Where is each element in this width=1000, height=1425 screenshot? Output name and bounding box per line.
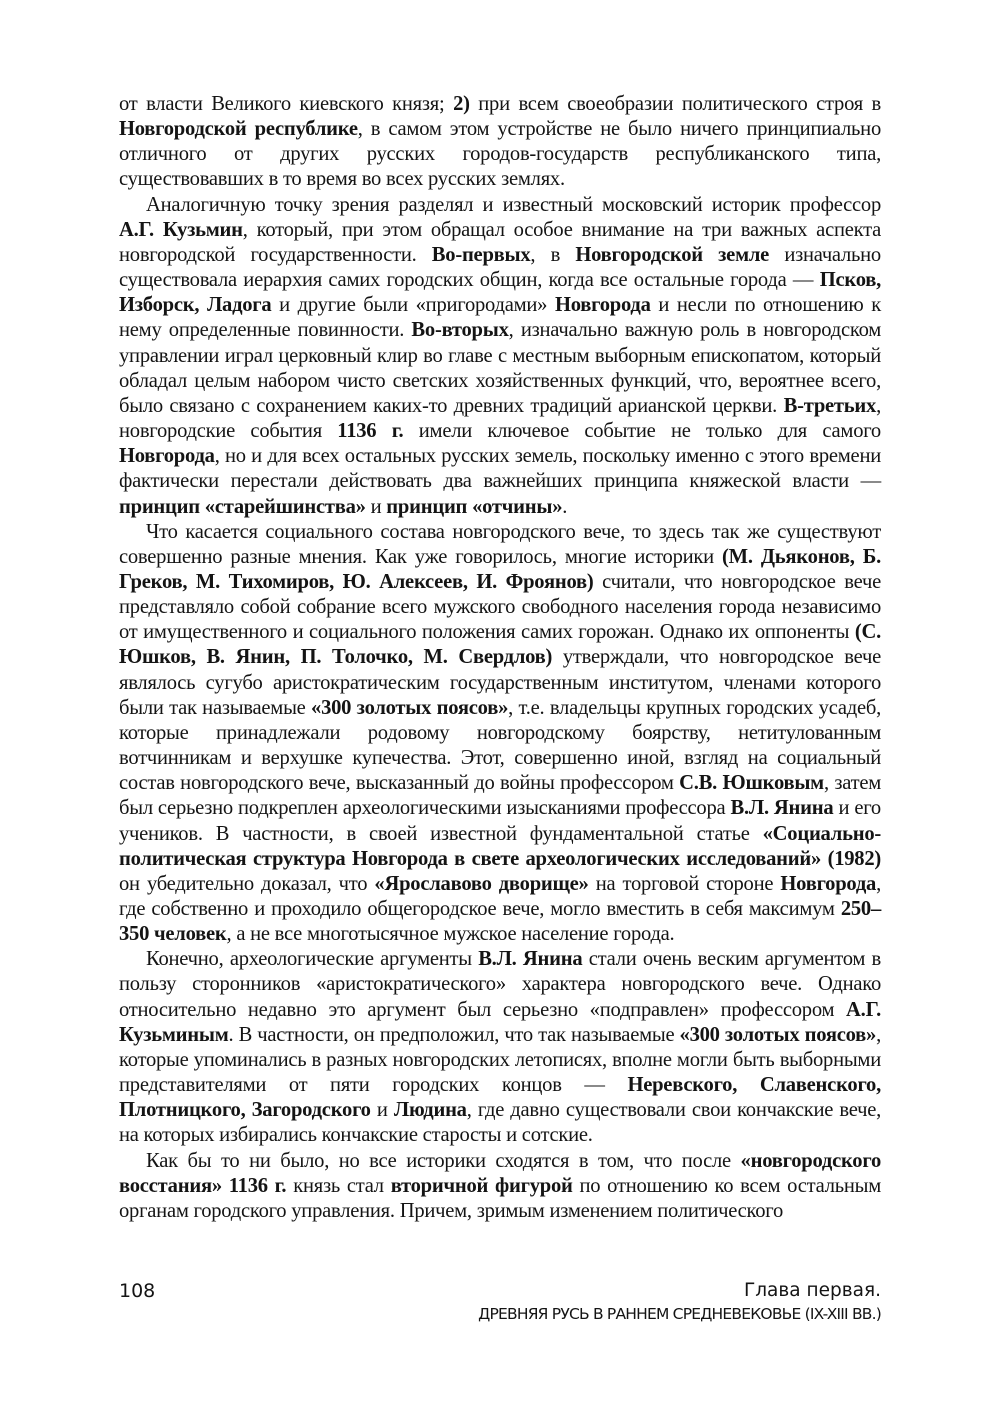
page-number: 108 xyxy=(119,1280,156,1302)
bold-text-run: Новгорода xyxy=(119,445,215,468)
paragraph-4 xyxy=(119,947,881,1148)
text-run: , в самом этом устройстве не было ничего принципиально отличного от других русских городов-государств республиканского типа, существовавших в то время во всех русских землях. xyxy=(119,118,881,191)
bold-text-run: Неревского, Славенского, Плотницкого, Загородского xyxy=(119,1074,881,1122)
text-run: , который, при этом обращал особое внимание на три важных аспекта новгородской государственности. xyxy=(119,218,881,266)
text-run: , т.е. владельцы крупных городских усадеб, которые принадлежали родовому новгородскому боярству, нетитулованным вотчинникам и верхушке купечества. Этот, совершенно иной, взгляд на социальный состав новгородского вече, высказанный до войны профессором xyxy=(119,696,881,795)
text-run: при всем своеобразии политического строя в xyxy=(469,93,881,115)
bold-text-run: (М. Дьяконов, Б. Греков, М. Тихомиров, Ю. Алексеев, И. Фроянов) xyxy=(119,545,881,593)
text-run: имели ключевое событие не только для самого xyxy=(403,420,881,443)
running-header-chapter: Глава первая. xyxy=(743,1280,881,1301)
text-run: стали очень веским аргументом в пользу сторонников «аристократического» характера новгородского вече. Однако относительно недавно это аргумент был серьезно «подправлен» профессором xyxy=(119,948,882,1021)
bold-text-run: Новгородской земле xyxy=(575,243,770,266)
bold-text-run: (С. Юшков, В. Янин, П. Толочко, М. Свердлов) xyxy=(119,621,881,669)
bold-text-run: 2) xyxy=(453,93,470,115)
text-run: , где собственно и проходило общегородское вече, могло вместить в себя максимум xyxy=(119,872,881,920)
bold-text-run: Во-первых xyxy=(431,243,531,266)
text-run: , новгородские события xyxy=(119,394,881,443)
bold-text-run: принцип «отчины» xyxy=(386,495,563,518)
bold-text-run: Псков, Изборск, Ладога xyxy=(119,269,881,317)
bold-text-run: «Социально-политическая структура Новгорода в свете археологических исследований» (1982) xyxy=(119,822,881,870)
bold-text-run: «новгородского восстания» 1136 г. xyxy=(119,1149,881,1197)
text-run: , которые упоминались в разных новгородских летописях, вполне могли быть выборными представителями от пяти городских концов — xyxy=(119,1023,881,1097)
text-run: и его учеников. В частности, в своей известной фундаментальной статье xyxy=(119,797,881,845)
text-run: князь стал xyxy=(286,1174,391,1197)
text-run: , но и для всех остальных русских земель, поскольку именно с этого времени фактически перестали действовать два важнейших принципа княжеской власти — xyxy=(119,445,881,493)
text-run: , а не все многотысячное мужское население города. xyxy=(226,923,675,946)
bold-text-run: 250–350 человек xyxy=(119,898,881,946)
text-run: Аналогичную точку зрения разделял и известный московский историк профессор xyxy=(146,193,881,216)
bold-text-run: Во-вторых xyxy=(411,319,509,342)
bold-text-run: В.Л. Янина xyxy=(730,797,834,820)
text-run: утверждали, что новгородское вече являлось сугубо аристократическим государственным институтом, членами которого были так называемые xyxy=(119,646,881,719)
text-run: , в xyxy=(530,243,576,266)
text-run: считали, что новгородское вече представляло собой собрание всего мужского свободного населения города независимо от имущественного и социального положения самих горожан. Однако их оппоненты xyxy=(119,570,881,644)
text-run: и xyxy=(365,495,387,518)
text-run: на торговой стороне xyxy=(588,872,781,895)
text-run: Что касается социального состава новгородского вече, то здесь так же существуют совершенно разные мнения. Как уже говорилось, многие историки xyxy=(119,520,881,568)
text-run: . В частности, он предположил, что так называемые xyxy=(228,1023,680,1046)
bold-text-run: В-третьих xyxy=(783,394,877,417)
bold-text-run: В.Л. Янина xyxy=(478,948,583,971)
bold-text-run: «300 золотых поясов» xyxy=(679,1023,877,1046)
paragraph-1 xyxy=(119,92,881,193)
bold-text-run: Новгородской республике xyxy=(119,118,358,141)
text-run: и xyxy=(370,1099,394,1122)
bold-text-run: 1136 г. xyxy=(337,420,404,443)
text-run: . xyxy=(562,495,568,518)
text-run: он убедительно доказал, что xyxy=(119,872,375,895)
bold-text-run: А.Г. Кузьминым xyxy=(119,998,881,1046)
text-run: , затем был серьезно подкреплен археологическими изысканиями профессора xyxy=(119,772,881,820)
bold-text-run: вторичной фигурой xyxy=(390,1174,573,1197)
bold-text-run: Новгорода xyxy=(554,294,651,317)
text-run: , изначально важную роль в новгородском управлении играл церковный клир во главе с местным выборным епископатом, который обладал целым набором чисто светских хозяйственных функций, что, вероятнее всего, было связано с сохранением каких-то древних традиций арианской церкви. xyxy=(119,319,882,417)
bold-text-run: принцип «старейшинства» xyxy=(119,495,366,518)
paragraph-3 xyxy=(119,520,881,948)
bold-text-run: С.В. Юшковым xyxy=(679,772,824,795)
text-run: Как бы то ни было, но все историки сходятся в том, что после xyxy=(146,1149,741,1172)
paragraph-5 xyxy=(119,1149,881,1224)
text-run: Конечно, археологические аргументы xyxy=(146,948,479,971)
text-run: по отношению ко всем остальным органам городского управления. Причем, зримым изменением политического xyxy=(119,1174,882,1222)
paragraph-2 xyxy=(119,193,881,520)
text-run: от власти Великого киевского князя; xyxy=(119,93,454,115)
bold-text-run: Людина xyxy=(393,1099,467,1122)
text-run: , где давно существовали свои кончакские вече, на которых избирались кончакские старосты и сотские. xyxy=(119,1099,881,1147)
bold-text-run: Новгорода xyxy=(780,872,877,895)
bold-text-run: А.Г. Кузьмин xyxy=(119,218,243,241)
text-run: изначально существовала иерархия самих городских общин, когда все остальные города — xyxy=(119,243,881,292)
running-header-subtitle: ДРЕВНЯЯ РУСЬ В РАННЕМ СРЕДНЕВЕКОВЬЕ (IX-XIII ВВ.) xyxy=(478,1305,881,1323)
bold-text-run: «Ярославово дворище» xyxy=(374,872,589,895)
text-run: и несли по отношению к нему определенные повинности. xyxy=(119,294,881,342)
text-run: и другие были «пригородами» xyxy=(271,294,555,317)
bold-text-run: «300 золотых поясов» xyxy=(311,696,509,719)
body-text xyxy=(119,92,881,1224)
